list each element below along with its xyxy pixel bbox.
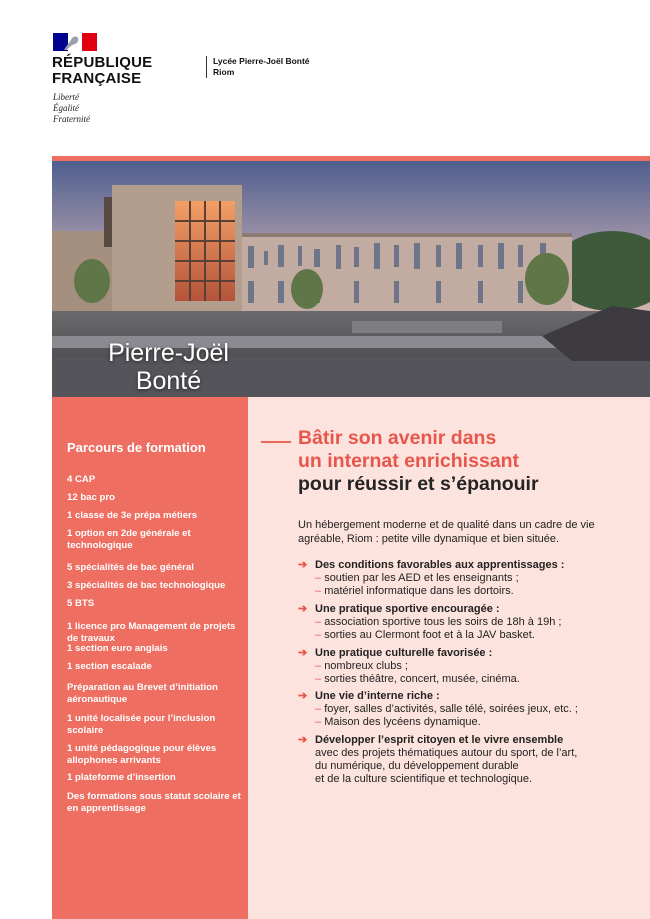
benefit-detail-line — [315, 660, 520, 673]
francaise-line: FRANÇAISE — [52, 70, 142, 87]
benefit-detail-text: avec des projets thématiques autour du sport, de l’art, — [315, 747, 578, 759]
sidebar-item: 3 spécialités de bac technologique — [67, 580, 226, 591]
dash-bullet-icon: – — [315, 673, 325, 685]
benefit-detail-line — [315, 572, 519, 585]
headline-line2: un internat enrichissant — [298, 450, 520, 472]
dash-bullet-icon: – — [315, 660, 325, 672]
motto-egalite: Égalité — [53, 103, 79, 113]
hero-title — [52, 339, 285, 395]
benefit-detail-line — [315, 716, 578, 729]
motto-fraternite: Fraternité — [53, 114, 90, 124]
arrow-icon: ➔ — [298, 559, 308, 571]
benefit-detail-line — [315, 673, 520, 686]
benefit-details — [315, 703, 578, 729]
benefit-detail-line — [315, 616, 561, 629]
sidebar-item: 1 section euro anglais — [67, 643, 168, 654]
sidebar-item: Des formations sous statut scolaire et en apprentissage — [67, 791, 241, 814]
arrow-icon: ➔ — [298, 690, 308, 702]
republique-line: RÉPUBLIQUE — [52, 54, 153, 71]
benefit-detail-text: et de la culture scientifique et technologique. — [315, 773, 533, 785]
sidebar-item: 1 classe de 3e prépa métiers — [67, 510, 198, 521]
benefit-details — [315, 660, 520, 686]
benefit-detail-text: foyer, salles d’activités, salle télé, soirées jeux, etc. ; — [324, 703, 578, 715]
headline-line3: pour réussir et s’épanouir — [298, 473, 539, 495]
headline-line1: Bâtir son avenir dans — [298, 427, 497, 449]
dash-bullet-icon: – — [315, 629, 325, 641]
sidebar-item: 12 bac pro — [67, 492, 115, 503]
sidebar-item: 1 unité localisée pour l’inclusion scolaire — [67, 713, 216, 736]
benefit-detail-text: matériel informatique dans les dortoirs. — [324, 585, 514, 597]
benefit-title: Une pratique sportive encouragée : — [315, 603, 500, 615]
training-sidebar — [52, 397, 248, 919]
headline — [298, 427, 539, 496]
hero-title-line1: Pierre-Joël — [108, 339, 229, 367]
benefit-detail-text: sorties théâtre, concert, musée, cinéma. — [324, 673, 520, 685]
intro-line2: agréable, Riom : petite ville dynamique et bien située. — [298, 533, 560, 545]
sidebar-item: 1 plateforme d’insertion — [67, 772, 176, 783]
marianne-logo — [53, 33, 97, 51]
sidebar-item: 5 BTS — [67, 598, 95, 609]
benefit-detail-line — [315, 585, 519, 598]
sidebar-item: 4 CAP — [67, 474, 96, 485]
school-identity — [206, 56, 310, 78]
benefit-details — [315, 616, 561, 642]
motto-liberte: Liberté — [53, 92, 79, 102]
benefit-detail-text: du numérique, du développement durable — [315, 760, 519, 772]
benefit-detail-line — [315, 773, 577, 786]
sidebar-item: 1 licence pro Management de projets de travaux — [67, 621, 236, 644]
hero-title-line2: Bonté — [135, 367, 202, 395]
benefit-detail-text: sorties au Clermont foot et à la JAV basket. — [324, 629, 535, 641]
school-city: Riom — [213, 67, 235, 77]
dash-bullet-icon: – — [315, 703, 325, 715]
benefit-detail-line — [315, 760, 577, 773]
benefit-detail-line — [315, 747, 577, 760]
arrow-icon: ➔ — [298, 603, 308, 615]
arrow-icon: ➔ — [298, 734, 308, 746]
benefit-detail-text: Maison des lycéens dynamique. — [324, 716, 481, 728]
intro-line1: Un hébergement moderne et de qualité dans un cadre de vie — [298, 519, 595, 531]
sidebar-item: 1 option en 2de générale et technologique — [67, 528, 191, 551]
benefit-details — [315, 572, 519, 598]
sidebar-heading: Parcours de formation — [67, 440, 206, 455]
benefit-title: Développer l’esprit citoyen et le vivre ensemble — [315, 734, 564, 746]
sidebar-item: 1 unité pédagogique pour élèves allophones arrivants — [67, 743, 217, 766]
benefit-details — [315, 747, 577, 786]
benefit-title: Une vie d’interne riche : — [315, 690, 440, 702]
republique-francaise-title — [52, 55, 152, 87]
benefit-detail-line — [315, 703, 578, 716]
sidebar-item: 5 spécialités de bac général — [67, 562, 194, 573]
dash-bullet-icon: – — [315, 572, 325, 584]
hero-photo — [52, 161, 650, 397]
dash-bullet-icon: – — [315, 716, 325, 728]
school-name: Lycée Pierre-Joël Bonté — [213, 56, 310, 66]
benefit-detail-text: nombreux clubs ; — [324, 660, 408, 672]
arrow-icon: ➔ — [298, 647, 308, 659]
republic-motto — [53, 92, 90, 125]
page-header — [0, 0, 650, 155]
headline-dash — [261, 441, 291, 443]
sidebar-item: Préparation au Brevet d’initiation aéronautique — [67, 682, 218, 705]
benefit-detail-line — [315, 629, 561, 642]
dash-bullet-icon: – — [315, 616, 325, 628]
sidebar-item: 1 section escalade — [67, 661, 152, 672]
benefit-detail-text: association sportive tous les soirs de 18h à 19h ; — [324, 616, 562, 628]
benefit-title: Des conditions favorables aux apprentissages : — [315, 559, 565, 571]
main-content-panel — [248, 397, 650, 919]
dash-bullet-icon: – — [315, 585, 325, 597]
benefit-detail-text: soutien par les AED et les enseignants ; — [324, 572, 519, 584]
benefit-title: Une pratique culturelle favorisée : — [315, 647, 493, 659]
intro-paragraph — [298, 518, 638, 546]
